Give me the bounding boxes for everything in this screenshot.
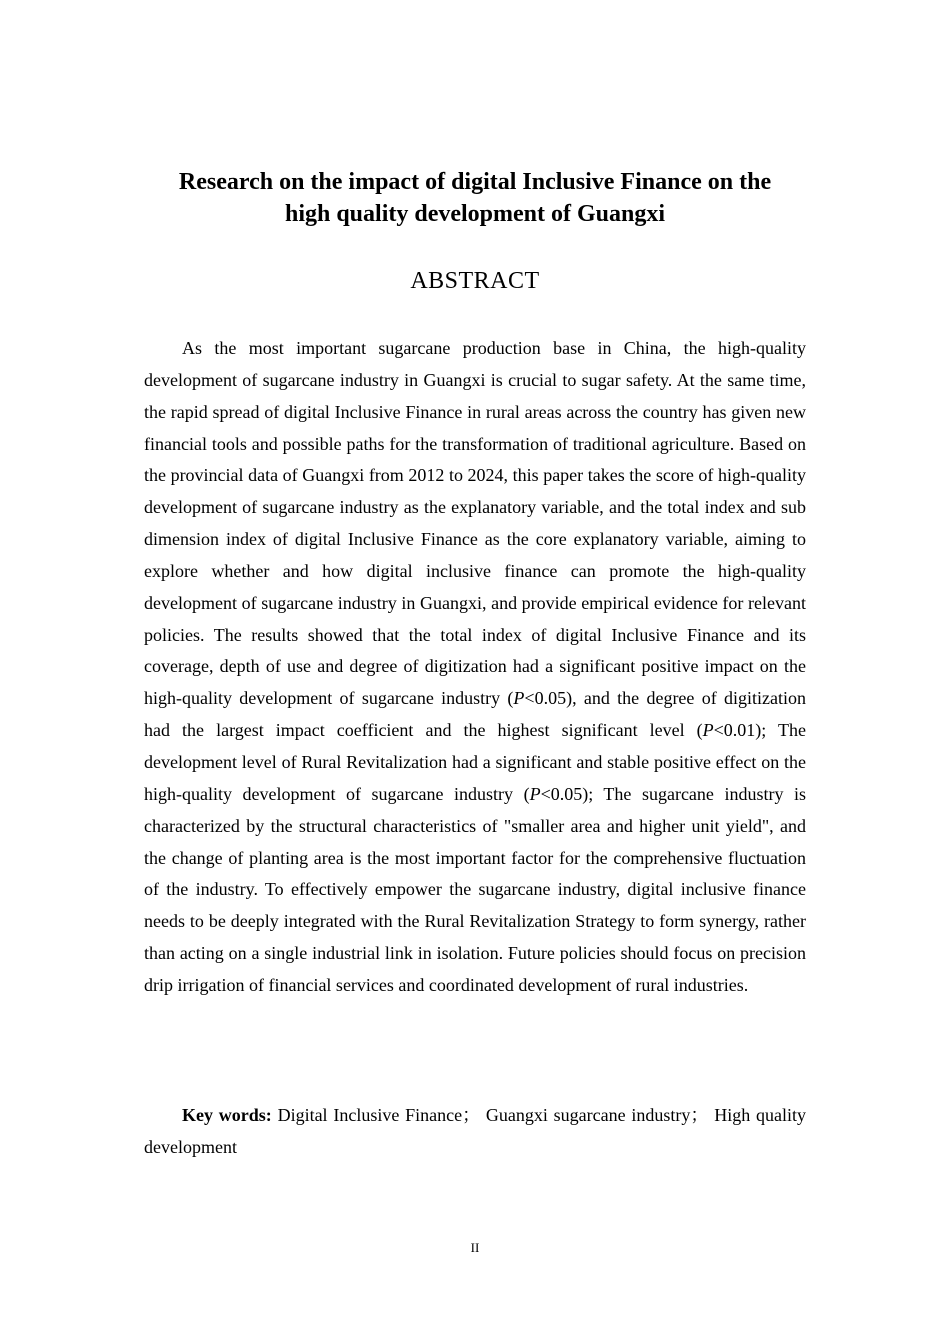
abstract-text-segment: <0.05); The sugarcane industry is characterized by the structural characteristics of "smaller area and higher unit yield", and the change of planting area is the most important factor for the comprehensive fluctuation of the industry. To effectively empower the sugarcane industry, digital inclusive finance needs to be deeply integrated with the Rural Revitalization Strategy to form synergy, rather than acting on a single industrial link in isolation. Future policies should focus on precision drip irrigation of financial services and coordinated development of rural industries. — [144, 783, 806, 995]
page-number: II — [470, 1240, 480, 1255]
keywords-label: Key words: — [182, 1105, 272, 1125]
paper-title-line-1: Research on the impact of digital Inclusive Finance on the — [178, 169, 772, 195]
paper-title-line-2: high quality development of Guangxi — [284, 201, 666, 227]
abstract-text-segment: <0.05), and the degree of digitization had the largest impact coefficient and the highest significant level ( — [144, 688, 806, 741]
keywords-paragraph — [144, 1100, 806, 1163]
paper-title — [145, 166, 805, 230]
p-value-symbol: P — [513, 688, 525, 709]
abstract-text-segment: <0.01); The development level of Rural Revitalization had a significant and stable positive effect on the high-quality development of sugarcane industry ( — [144, 720, 806, 804]
abstract-paragraph — [144, 333, 806, 1002]
abstract-text-segment: As the most important sugarcane production base in China, the high-quality development of sugarcane industry in Guangxi is crucial to sugar safety. At the same time, the rapid spread of digital Inclusive Finance in rural areas across the country has given new financial tools and possible paths for the transformation of traditional agriculture. Based on the provincial data of Guangxi from 2012 to 2024, this paper takes the score of high-quality development of sugarcane industry as the explanatory variable, and the total index and sub dimension index of digital Inclusive Finance as the core explanatory variable, aiming to explore whether and how digital inclusive finance can promote the high-quality development of sugarcane industry in Guangxi, and provide empirical evidence for relevant policies. The results showed that the total index of digital Inclusive Finance and its coverage, depth of use and degree of digitization had a significant positive impact on the high-quality development of sugarcane industry ( — [144, 338, 806, 709]
abstract-heading: ABSTRACT — [410, 268, 540, 294]
p-value-symbol: P — [529, 783, 541, 804]
p-value-symbol: P — [702, 720, 714, 741]
keywords-text: Digital Inclusive Finance； Guangxi sugarcane industry； High quality development — [144, 1105, 806, 1157]
